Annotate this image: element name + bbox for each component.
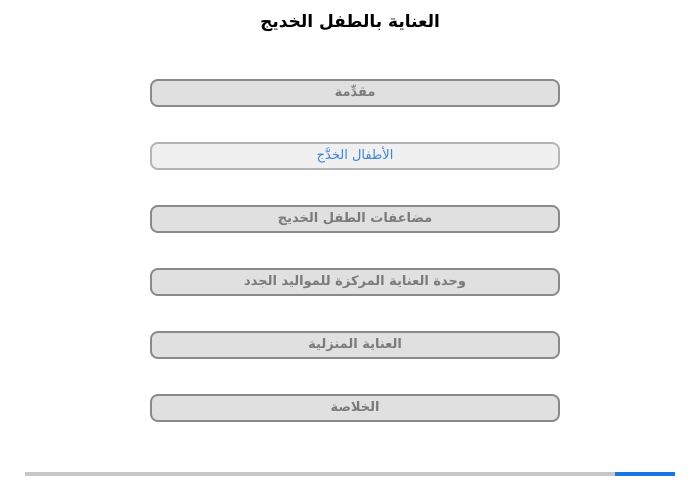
topic-menu (150, 79, 560, 457)
page-title: العناية بالطفل الخديج (260, 12, 440, 32)
menu-item-summary[interactable]: الخلاصة (150, 394, 560, 422)
menu-item-nicu[interactable]: وحدة العناية المركزة للمواليد الجدد (150, 268, 560, 296)
progress-bar (25, 472, 675, 476)
menu-item-home-care[interactable]: العناية المنزلية (150, 331, 560, 359)
menu-item-introduction[interactable]: مقدِّمة (150, 79, 560, 107)
menu-item-premature-babies[interactable]: الأطفال الخدَّج (150, 142, 560, 170)
progress-bar-fill (615, 472, 675, 476)
menu-item-complications[interactable]: مضاعفات الطفل الخديج (150, 205, 560, 233)
